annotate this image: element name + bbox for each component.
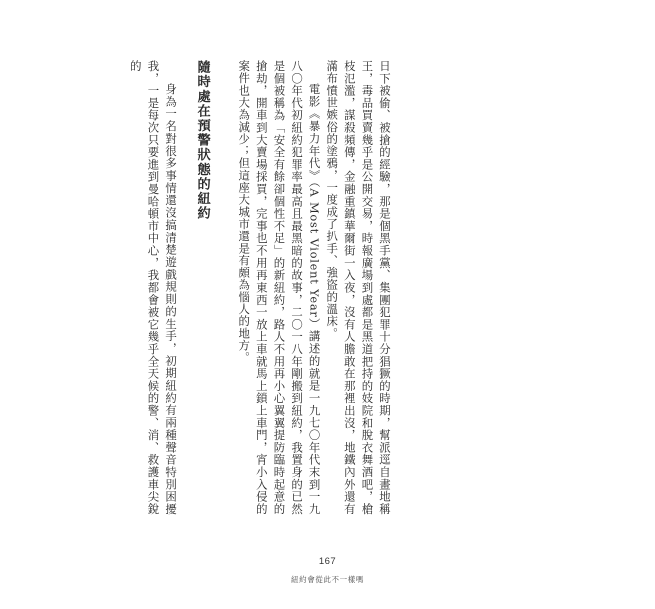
section-heading: 隨時處在預警狀態的紐約: [194, 60, 210, 221]
paragraph-film: 電影《暴力年代》（A Most Violent Year）講述的就是一九七〇年代末到一九八〇年代初紐約犯罪率最高且最黑暗的故事，二〇一八年剛搬到紐約，我置身的已然是個被稱為「安全有餘卻個性不足」的新紐約，路人不用再小心翼翼提防臨時起意的搶劫，開車到大賣場採買，完事也不用再東西一放上車就馬上鎖上車門，宵小入侵的案件也大為減少；但這座大城市還是有頗為惱人的地方。: [237, 60, 322, 515]
paragraph-sounds: 身為一名對很多事情還沒搞清楚遊戲規則的生手，初期紐約有兩種聲音特別困擾我，一是每次只要進到曼哈頓市中心，我都會被它幾乎全天候的警、消、救護車尖銳的: [128, 60, 179, 515]
vertical-text-body: [128, 60, 393, 515]
paragraph-continuation: 日下被偷、被搶的經驗，那是個黑手黨、集團犯罪十分猖獗的時期，幫派逕自畫地稱王，毒品買賣幾乎是公開交易，時報廣場到處都是黑道把持的妓院和脫衣舞酒吧，槍枝氾濫，謀殺頻傳，金融重鎮華爾街一入夜，沒有人膽敢在那裡出沒，地鐵內外還有滿布憤世嫉俗的塗鴉，一度成了扒手、強盜的溫床。: [325, 60, 392, 515]
heading-spacer-after: [179, 60, 193, 515]
heading-spacer-before: [211, 60, 235, 515]
page-number: 167: [318, 556, 337, 567]
running-footer-title: 紐約會從此不一樣嗎: [291, 575, 364, 584]
